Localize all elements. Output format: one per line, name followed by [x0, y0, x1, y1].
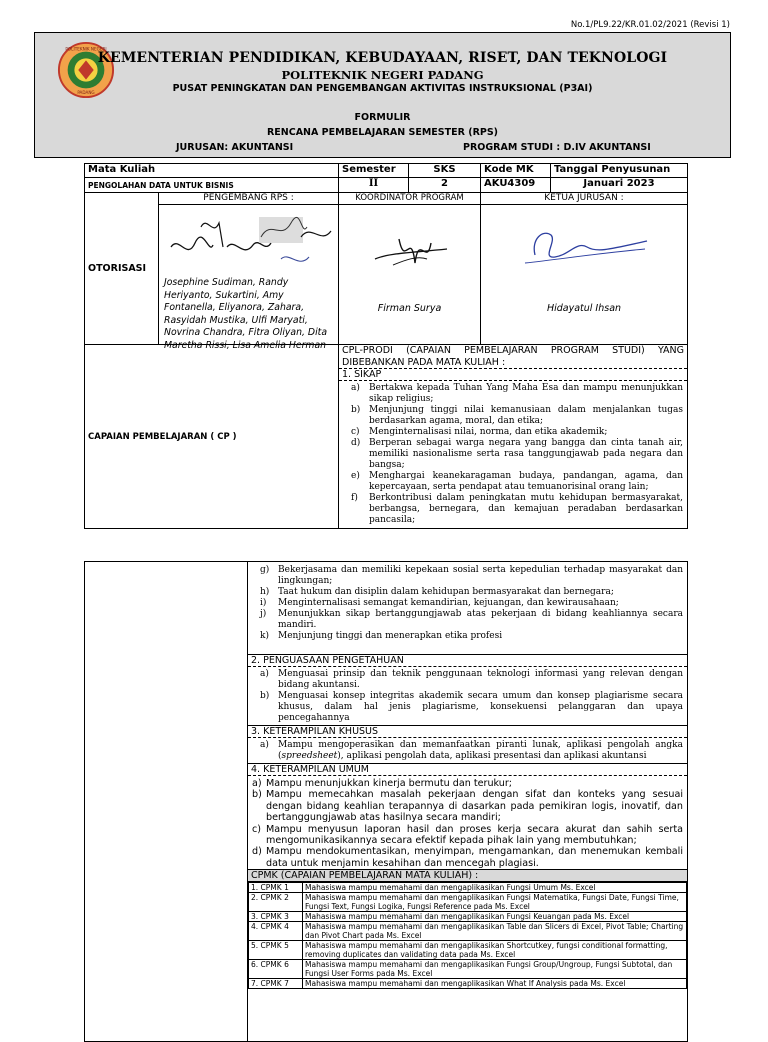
item-key: i) [260, 598, 267, 608]
cpmk-code: 3. CPMK 3 [249, 912, 303, 922]
khusus-text-italic: spreedsheet [281, 751, 338, 761]
umum-list [248, 776, 687, 869]
list-item [339, 383, 683, 405]
list-item [339, 438, 683, 471]
coordinator-signature-icon [369, 219, 453, 279]
cpmk-row [249, 922, 687, 941]
cpl-title: CPL-PRODI (CAPAIAN PEMBELAJARAN PROGRAM STUDI) YANG DIBEBANKAN PADA MATA KULIAH : [339, 345, 687, 369]
item-key: f) [351, 493, 358, 503]
list-item [248, 587, 683, 598]
cp-content [339, 345, 688, 529]
item-key: a) [260, 740, 269, 750]
logo-text-bottom: PADANG [77, 90, 95, 96]
list-item [248, 565, 683, 587]
head-signature-icon [521, 219, 651, 269]
list-item [248, 598, 683, 609]
sikap-list-2 [248, 562, 687, 654]
course-code: AKU4309 [481, 178, 551, 193]
khusus-text-pre: Mampu mengoperasikan dan memanfaatkan piranti lunak, aplikasi pengolah angka ( [278, 740, 683, 761]
ketua-name: Hidayatul Ihsan [546, 303, 622, 314]
center-title: PUSAT PENINGKATAN DAN PENGEMBANGAN AKTIVITAS INSTRUKSIONAL (P3AI) [172, 83, 593, 94]
item-text: Menguasai prinsip dan teknik penggunaan teknologi informasi yang relevan dengan bidang akuntansi. [278, 669, 683, 690]
h-sks: SKS [409, 164, 481, 178]
item-key: a) [351, 383, 360, 393]
item-text: Taat hukum dan disiplin dalam kehidupan bermasyarakat dan bernegara; [278, 587, 614, 597]
program-label: PROGRAM STUDI : D.IV AKUNTANSI [463, 142, 651, 153]
item-text: Menghargai keanekaragaman budaya, pandangan, agama, dan kepercayaan, serta pendapat atau temuanorisinal orang lain; [369, 471, 683, 492]
form-label: FORMULIR [354, 112, 411, 123]
h-mata-kuliah: Mata Kuliah [85, 164, 339, 178]
cpmk-row [249, 912, 687, 922]
list-item [339, 427, 683, 438]
list-item [248, 789, 683, 823]
ketua-cell [481, 205, 688, 345]
item-key: k) [260, 631, 269, 641]
cpmk-row [249, 979, 687, 989]
list-item [248, 631, 683, 642]
cpmk-table [248, 882, 687, 989]
item-text: Mampu menyusun laporan hasil dan proses kerja secara akurat dan sahih serta mengomunikasikannya secara efektif kepada pihak lain yang membutuhkan; [266, 823, 683, 847]
item-text: Berperan sebagai warga negara yang bangga dan cinta tanah air, memiliki nasionalisme serta rasa tanggungjawab pada negara dan bangsa; [369, 438, 683, 470]
cpmk-code: 5. CPMK 5 [249, 941, 303, 960]
khusus-list [248, 738, 687, 763]
item-key: j) [260, 609, 267, 619]
item-text: Mampu memecahkan masalah pekerjaan dengan sifat dan konteks yang sesuai dengan bidang keahlian terapannya di dasarkan pada pemikiran logis, inovatif, dan bertanggungjawab atas hasilnya secara mandiri; [266, 789, 683, 824]
course-sks: 2 [409, 178, 481, 193]
cpmk-description: Mahasiswa mampu memahami dan mengaplikasikan Fungsi Group/Ungroup, Fungsi Subtotal, dan Fungsi User Forms pada Ms. Excel [303, 960, 687, 979]
list-item [248, 609, 683, 631]
item-key: e) [351, 471, 360, 481]
item-text: Mampu mendokumentasikan, menyimpan, mengamankan, dan menemukan kembali data untuk menjamin kesahihan dan mencegah plagiasi. [266, 846, 683, 869]
item-text: Berkontribusi dalam peningkatan mutu kehidupan bermasyarakat, berbangsa, bernegara, dan kemajuan peradaban berdasarkan pancasila; [369, 493, 683, 525]
pengembang-cell [159, 205, 339, 351]
item-key: a) [260, 669, 269, 679]
item-text: Menguasai konsep integritas akademik secara umum dan konsep plagiarisme secara khusus, dalam hal jenis plagiarisme, konsekuensi pelanggaran dan upaya pencegahannya [278, 691, 683, 723]
h-kode-mk: Kode MK [481, 164, 551, 178]
item-key: h) [260, 587, 270, 597]
cpmk-description: Mahasiswa mampu memahami dan mengaplikasikan What If Analysis pada Ms. Excel [303, 979, 687, 989]
h-ketua-jurusan: KETUA JURUSAN : [481, 193, 688, 205]
course-name: PENGOLAHAN DATA UNTUK BISNIS [85, 178, 339, 193]
pengembang-names: Josephine Sudiman, Randy Heriyanto, Sukartini, Amy Fontanella, Eliyanora, Zahara, Rasyidah Mustika, Ulfi Maryati, Novrina Chandra, Fitra Oliyan, Dita Maretha Rissi, Lisa Amelia Herman [164, 277, 328, 351]
otorisasi-label: OTORISASI [85, 193, 159, 345]
document-number: No.1/PL9.22/KR.01.02/2021 (Revisi 1) [570, 20, 730, 30]
cpmk-description: Mahasiswa mampu memahami dan mengaplikasikan Shortcutkey, fungsi conditional formatting, removing duplicates dan validating data pada Ms. Excel [303, 941, 687, 960]
koordinator-name: Firman Surya [377, 303, 442, 314]
list-item [248, 824, 683, 847]
item-key: b) [252, 789, 262, 801]
list-item [248, 740, 683, 762]
item-text: Bekerjasama dan memiliki kepekaan sosial serta kepedulian terhadap masyarakat dan lingkungan; [278, 565, 683, 586]
h-tanggal: Tanggal Penyusunan [551, 164, 688, 178]
cp-content-continued [248, 562, 688, 1042]
institution-title: POLITEKNIK NEGERI PADANG [281, 68, 484, 82]
cpmk-row [249, 893, 687, 912]
pengetahuan-list [248, 667, 687, 725]
cpmk-code: 4. CPMK 4 [249, 922, 303, 941]
cpmk-description: Mahasiswa mampu memahami dan mengaplikasikan Fungsi Keuangan pada Ms. Excel [303, 912, 687, 922]
item-key: c) [252, 823, 262, 835]
cpmk-row [249, 941, 687, 960]
khusus-title: 3. KETERAMPILAN KHUSUS [248, 725, 687, 738]
item-text: Menjunjung tinggi nilai kemanusiaan dalam menjalankan tugas berdasarkan agama, moral, dan etika; [369, 405, 683, 426]
item-key: b) [260, 691, 270, 701]
cpmk-description: Mahasiswa mampu memahami dan mengaplikasikan Fungsi Matematika, Fungsi Date, Fungsi Time, Fungsi Text, Fungsi Logika, Fungsi Reference pada Ms. Excel [303, 893, 687, 912]
logo-text-top: POLITEKNIK NEGERI [65, 46, 107, 52]
item-text: Menginternalisasi nilai, norma, dan etika akademik; [369, 427, 608, 437]
item-text: Mampu menunjukkan kinerja bermutu dan terukur; [266, 778, 513, 789]
cpmk-rows [249, 883, 687, 989]
cpmk-title: CPMK (CAPAIAN PEMBELAJARAN MATA KULIAH) : [248, 869, 687, 882]
koordinator-cell [339, 205, 481, 345]
form-header [34, 32, 731, 158]
cpmk-row [249, 960, 687, 979]
item-key: c) [351, 427, 360, 437]
h-koordinator: KOORDINATOR PROGRAM [339, 193, 481, 205]
list-item [248, 846, 683, 869]
item-text: Menginternalisasi semangat kemandirian, kejuangan, dan kewirausahaan; [278, 598, 619, 608]
cpmk-code: 6. CPMK 6 [249, 960, 303, 979]
pengetahuan-title: 2. PENGUASAAN PENGETAHUAN [248, 654, 687, 667]
cpmk-code: 7. CPMK 7 [249, 979, 303, 989]
cpmk-description: Mahasiswa mampu memahami dan mengaplikasikan Fungsi Umum Ms. Excel [303, 883, 687, 893]
cpmk-code: 2. CPMK 2 [249, 893, 303, 912]
department-label: JURUSAN: AKUNTANSI [176, 142, 294, 153]
cpmk-code: 1. CPMK 1 [249, 883, 303, 893]
rps-table-page-2 [84, 561, 688, 1042]
list-item [339, 471, 683, 493]
rps-table-page-1 [84, 163, 688, 529]
developer-signatures-icon [161, 207, 337, 277]
sikap-title: 1. SIKAP [339, 369, 687, 381]
h-pengembang: PENGEMBANG RPS : [159, 193, 339, 205]
cpmk-row [249, 883, 687, 893]
item-text: Menjunjung tinggi dan menerapkan etika profesi [278, 631, 503, 641]
list-item [248, 669, 683, 691]
item-key: b) [351, 405, 361, 415]
item-key: d) [351, 438, 361, 448]
course-date: Januari 2023 [551, 178, 688, 193]
umum-title: 4. KETERAMPILAN UMUM [248, 763, 687, 776]
form-title: RENCANA PEMBELAJARAN SEMESTER (RPS) [266, 127, 499, 138]
sikap-list-1 [339, 381, 687, 528]
cp-label: CAPAIAN PEMBELAJARAN ( CP ) [85, 345, 339, 529]
course-semester: II [339, 178, 409, 193]
cpmk-description: Mahasiswa mampu memahami dan mengaplikasikan Table dan Slicers di Excel, Pivot Table; Charting dan Pivot Chart pada Ms. Excel [303, 922, 687, 941]
cp-label-continued [85, 562, 248, 1042]
list-item [248, 778, 683, 789]
item-text: Bertakwa kepada Tuhan Yang Maha Esa dan mampu menunjukkan sikap religius; [369, 383, 683, 404]
item-key: d) [252, 846, 262, 858]
list-item [248, 691, 683, 724]
item-key: g) [260, 565, 270, 575]
h-semester: Semester [339, 164, 409, 178]
item-key: a) [252, 778, 262, 789]
khusus-text-post: ), aplikasi pengolah data, aplikasi presentasi dan aplikasi akuntansi [337, 751, 647, 761]
list-item [339, 405, 683, 427]
list-item [339, 493, 683, 526]
ministry-title: KEMENTERIAN PENDIDIKAN, KEBUDAYAAN, RISET, DAN TEKNOLOGI [97, 50, 668, 66]
item-text: Menunjukkan sikap bertanggungjawab atas pekerjaan di bidang keahliannya secara mandiri. [278, 609, 683, 630]
